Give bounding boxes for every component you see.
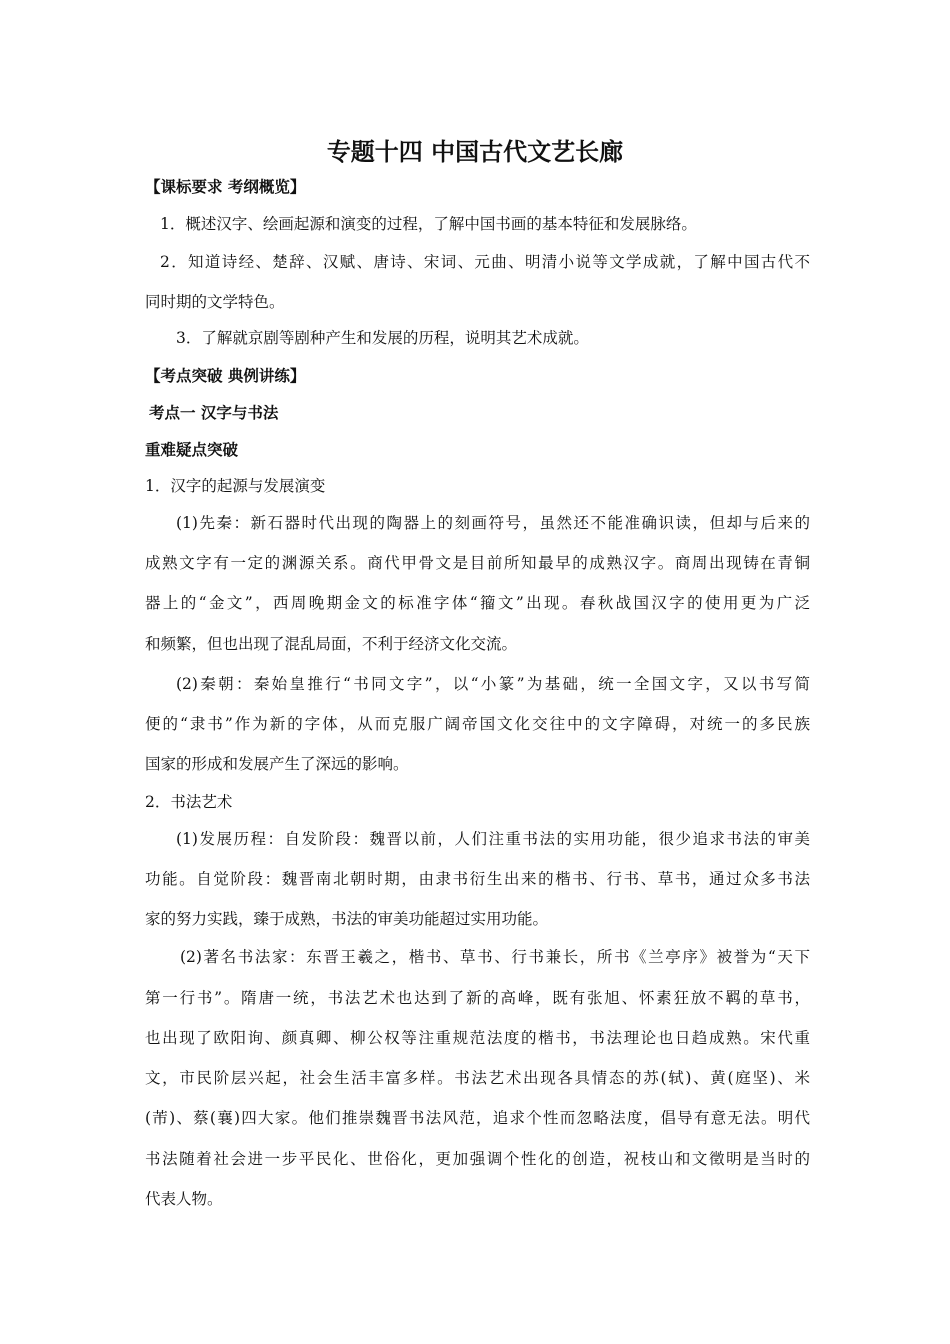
requirement-3: 3．了解就京剧等剧种产生和发展的历程，说明其艺术成就。 xyxy=(176,329,589,347)
para-4-line-5: (芾)、蔡(襄)四大家。他们推崇魏晋书法风范，追求个性而忽略法度，倡导有意无法。明代 xyxy=(145,1109,810,1127)
page-title: 专题十四 中国古代文艺长廊 xyxy=(326,138,624,166)
key-points-heading: 重难疑点突破 xyxy=(145,441,239,459)
requirement-1: 1．概述汉字、绘画起源和演变的过程，了解中国书画的基本特征和发展脉络。 xyxy=(160,215,697,233)
requirement-2-line-1: 2．知道诗经、楚辞、汉赋、唐诗、宋词、元曲、明清小说等文学成就，了解中国古代不 xyxy=(160,253,810,271)
para-4-line-1: (2)著名书法家：东晋王羲之，楷书、草书、行书兼长，所书《兰亭序》被誉为“天下 xyxy=(180,948,810,966)
subsection-2-heading: 2．书法艺术 xyxy=(145,793,233,811)
section-heading-examples: 【考点突破 典例讲练】 xyxy=(145,367,306,385)
requirement-2-line-2: 同时期的文学特色。 xyxy=(145,293,285,311)
para-1-line-3: 器上的“金文”，西周晚期金文的标准字体“籀文”出现。春秋战国汉字的使用更为广泛 xyxy=(145,594,810,612)
para-1-line-1: (1)先秦：新石器时代出现的陶器上的刻画符号，虽然还不能准确识读，但却与后来的 xyxy=(176,514,810,532)
para-2-line-1: (2)秦朝：秦始皇推行“书同文字”，以“小篆”为基础，统一全国文字，又以书写简 xyxy=(176,675,810,693)
para-4-line-2: 第一行书”。隋唐一统，书法艺术也达到了新的高峰，既有张旭、怀素狂放不羁的草书， xyxy=(145,989,810,1007)
para-2-line-3: 国家的形成和发展产生了深远的影响。 xyxy=(145,755,409,773)
para-4-line-7: 代表人物。 xyxy=(145,1190,223,1208)
subsection-1-heading: 1．汉字的起源与发展演变 xyxy=(145,477,326,495)
para-4-line-4: 文，市民阶层兴起，社会生活丰富多样。书法艺术出现各具情态的苏(轼)、黄(庭坚)、米 xyxy=(145,1069,810,1087)
para-3-line-3: 家的努力实践，臻于成熟，书法的审美功能超过实用功能。 xyxy=(145,910,549,928)
para-4-line-6: 书法随着社会进一步平民化、世俗化，更加强调个性化的创造，祝枝山和文徵明是当时的 xyxy=(145,1150,810,1168)
para-2-line-2: 便的“隶书”作为新的字体，从而克服广阔帝国文化交往中的文字障碍，对统一的多民族 xyxy=(145,715,810,733)
para-4-line-3: 也出现了欧阳询、颜真卿、柳公权等注重规范法度的楷书，书法理论也日趋成熟。宋代重 xyxy=(145,1029,810,1047)
para-3-line-1: (1)发展历程：自发阶段：魏晋以前，人们注重书法的实用功能，很少追求书法的审美 xyxy=(176,830,810,848)
para-3-line-2: 功能。自觉阶段：魏晋南北朝时期，由隶书衍生出来的楷书、行书、草书，通过众多书法 xyxy=(145,870,810,888)
para-1-line-4: 和频繁，但也出现了混乱局面，不利于经济文化交流。 xyxy=(145,635,518,653)
para-1-line-2: 成熟文字有一定的渊源关系。商代甲骨文是目前所知最早的成熟汉字。商周出现铸在青铜 xyxy=(145,554,810,572)
section-heading-requirements: 【课标要求 考纲概览】 xyxy=(145,178,306,196)
point-1-heading: 考点一 汉字与书法 xyxy=(149,404,279,422)
